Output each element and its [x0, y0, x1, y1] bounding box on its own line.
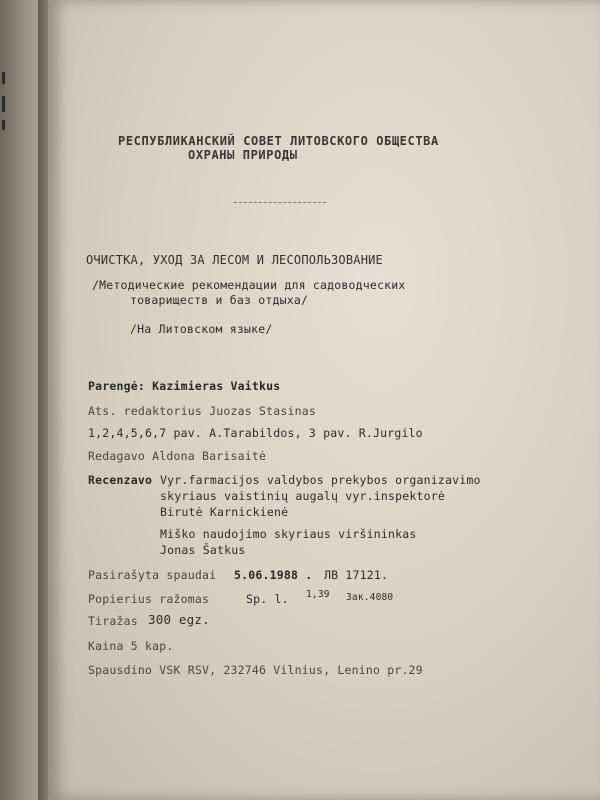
publisher-line-2: ОХРАНЫ ПРИРОДЫ: [188, 148, 298, 162]
book-title: ОЧИСТКА, УХОД ЗА ЛЕСОМ И ЛЕСОПОЛЬЗОВАНИЕ: [86, 253, 383, 267]
reviewer-1-name: Birutė Karnickienė: [160, 505, 289, 519]
subtitle-line-1: /Методические рекомендации для садоводческих: [92, 278, 406, 292]
order-number: Зак.4080: [346, 592, 394, 603]
edge-mark: [2, 96, 5, 112]
chief-editor: Ats. redaktorius Juozas Stasinas: [88, 404, 316, 418]
reviewer-2-name: Jonas Šatkus: [160, 543, 246, 557]
edge-mark: [2, 120, 5, 130]
illustrations-credit: 1,2,4,5,6,7 pav. A.Tarabildos, 3 pav. R.Jurgilo: [88, 426, 423, 440]
edge-mark: [2, 72, 5, 84]
paper-label: Popierius ražomas: [88, 592, 210, 606]
license-number: ЛВ 17121.: [324, 568, 389, 582]
reviewers-label: Recenzavo: [88, 473, 153, 487]
price: Kaina 5 kap.: [88, 639, 174, 653]
signed-date: 5.06.1988 .: [234, 568, 313, 582]
reviewer-1-line-1: Vyr.farmacijos valdybos prekybos organizavimo: [160, 473, 481, 487]
publisher-line-1: РЕСПУБЛИКАНСКИЙ СОВЕТ ЛИТОВСКОГО ОБЩЕСТВА: [118, 134, 439, 148]
circulation-value: 300 egz.: [148, 612, 210, 627]
printer-address: Spausdino VSK RSV, 232746 Vilnius, Lenino pr.29: [88, 663, 423, 677]
circulation-label: Tiražas: [88, 614, 138, 628]
subtitle-line-2: товариществ и баз отдыха/: [130, 293, 309, 307]
compiler: Parengė: Kazimieras Vaitkus: [88, 379, 281, 393]
divider-line: [234, 202, 326, 203]
printed-sheets-label: Sp. l.: [246, 592, 289, 606]
reviewer-2-line-1: Miško naudojimo skyriaus viršininkas: [160, 527, 417, 541]
edited-by: Redagavo Aldona Barisaitė: [88, 449, 267, 463]
title-verso-page: [48, 0, 600, 800]
language-note: /На Литовском языке/: [130, 322, 273, 336]
signed-for-print-label: Pasirašyta spaudai: [88, 568, 217, 582]
reviewer-1-line-2: skyriaus vaistinių augalų vyr.inspektorė: [160, 489, 445, 503]
printed-sheets-value: 1,39: [306, 589, 330, 600]
